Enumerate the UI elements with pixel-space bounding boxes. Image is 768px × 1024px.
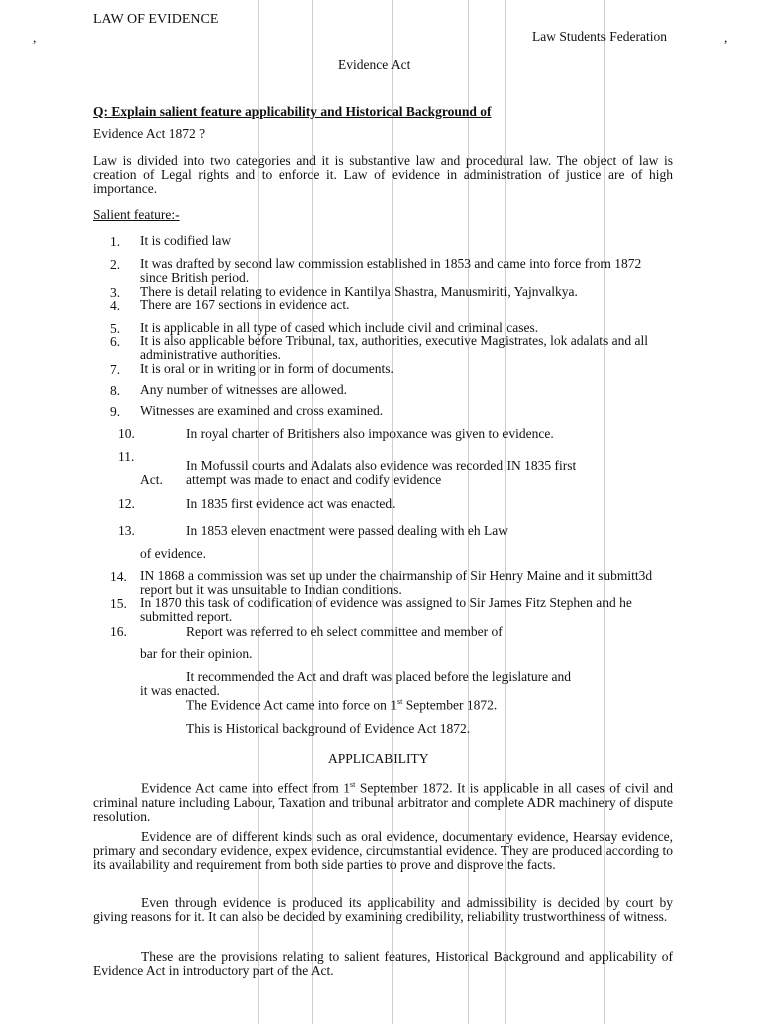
applicability-heading: APPLICABILITY (328, 751, 429, 766)
list-item: It is oral or in writing or in form of documents. (140, 361, 394, 376)
list-number: 15. (110, 596, 127, 611)
recommendation-line-1: It recommended the Act and draft was placed before the legislature and (186, 669, 571, 684)
list-number: 4. (110, 298, 121, 313)
closing-paragraph: These are the provisions relating to salient features, Historical Background and applicability of Evidence Act in introductory part of the Act. (93, 949, 673, 978)
recommendation-line-3: The Evidence Act came into force on 1st September 1872. (186, 697, 498, 713)
list-item: It is applicable in all type of cased which include civil and criminal cases. (140, 320, 539, 335)
list-item: There are 167 sections in evidence act. (140, 297, 350, 312)
list-item: In 1870 this task of codification of evidence was assigned to Sir James Fitz Stephen and he submitted report. (140, 595, 632, 624)
list-number: 14. (110, 569, 127, 584)
list-item: Any number of witnesses are allowed. (140, 382, 347, 397)
list-item-continuation: of evidence. (140, 546, 206, 561)
list-item: In 1835 first evidence act was enacted. (186, 496, 396, 511)
list-number: 1. (110, 234, 121, 249)
list-item: Report was referred to eh select committee and member of (186, 624, 503, 639)
header-mark-right: , (724, 30, 728, 45)
list-number: 3. (110, 285, 121, 300)
list-item: There is detail relating to evidence in Kantilya Shastra, Manusmiriti, Yajnvalkya. (140, 284, 578, 299)
question-line-1: Q: Explain salient feature applicability and Historical Background of (93, 104, 492, 119)
list-item-continuation: bar for their opinion. (140, 646, 253, 661)
header-left-title: LAW OF EVIDENCE (93, 12, 219, 27)
list-number: 8. (110, 383, 121, 398)
applicability-paragraph-3: Even through evidence is produced its applicability and admissibility is decided by court by giving reasons for it. It can also be decided by examining credibility, reliability trustworthiness of witness. (93, 895, 673, 924)
list-number: 6. (110, 334, 121, 349)
list-number: 13. (118, 523, 135, 538)
historical-background-line: This is Historical background of Evidence Act 1872. (186, 721, 471, 736)
list-number: 2. (110, 257, 121, 272)
list-number: 10. (118, 426, 135, 441)
list-item: IN 1868 a commission was set up under the chairmanship of Sir Henry Maine and it submitt3d report but it was unsuitable to Indian conditions. (140, 568, 653, 597)
list-item: In royal charter of Britishers also impoxance was given to evidence. (186, 426, 554, 441)
list-number: 9. (110, 404, 121, 419)
header-mark-left: , (33, 30, 37, 45)
document-title: Evidence Act (338, 57, 411, 72)
list-item-continuation: attempt was made to enact and codify evidence (186, 472, 442, 487)
list-item: It is codified law (140, 233, 232, 248)
list-item-continuation-prefix: Act. (140, 472, 163, 487)
list-number: 12. (118, 496, 135, 511)
list-item: In Mofussil courts and Adalats also evidence was recorded IN 1835 first (186, 458, 577, 473)
list-number: 7. (110, 362, 121, 377)
list-number: 16. (110, 624, 127, 639)
recommendation-line-2: it was enacted. (140, 683, 220, 698)
list-item: It was drafted by second law commission established in 1853 and came into force from 1872 since British period. (140, 256, 642, 285)
applicability-paragraph-1: Evidence Act came into effect from 1st September 1872. It is applicable in all cases of civil and criminal nature including Labour, Taxation and tribunal arbitrator and complete ADR machinery of dispute resolution. (93, 780, 673, 824)
header-right-title: Law Students Federation (532, 29, 667, 44)
intro-paragraph: Law is divided into two categories and it is substantive law and procedural law. The object of law is creation of Legal rights and to enforce it. Law of evidence in administration of justice are of high importance. (93, 153, 673, 196)
salient-heading: Salient feature:- (93, 207, 180, 222)
list-item: In 1853 eleven enactment were passed dealing with eh Law (186, 523, 509, 538)
applicability-paragraph-2: Evidence are of different kinds such as oral evidence, documentary evidence, Hearsay evidence, primary and secondary evidence, expex evidence, circumstantial evidence. They are produced according to its availability and requirement from both side parties to prove and disprove the facts. (93, 829, 673, 872)
question-line-2: Evidence Act 1872 ? (93, 126, 206, 141)
list-item: It is also applicable before Tribunal, tax, authorities, executive Magistrates, lok adalats and all administrative authorities. (140, 333, 648, 362)
list-item: Witnesses are examined and cross examined. (140, 403, 384, 418)
list-number: 5. (110, 321, 121, 336)
list-number: 11. (118, 449, 135, 464)
